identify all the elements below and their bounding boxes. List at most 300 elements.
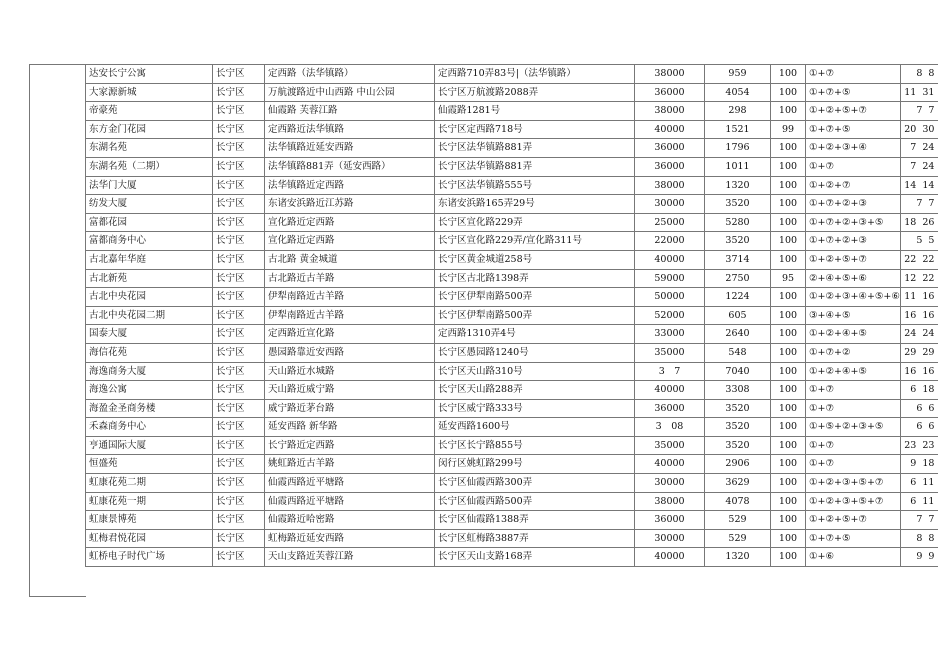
price-cell[interactable]: 35000 — [635, 436, 705, 455]
code-cell[interactable]: ①+⑦+②+③ — [806, 232, 901, 251]
price-cell[interactable]: 59000 — [635, 269, 705, 288]
percent-cell[interactable]: 100 — [771, 157, 806, 176]
property-name-cell[interactable]: 古北嘉年华庭 — [86, 250, 213, 269]
code-cell[interactable]: ①+⑦ — [806, 436, 901, 455]
price-cell[interactable]: 33000 — [635, 325, 705, 344]
percent-cell[interactable]: 95 — [771, 269, 806, 288]
price-cell[interactable]: 35000 — [635, 343, 705, 362]
area-cell[interactable]: 1224 — [705, 288, 771, 307]
code-cell[interactable]: ①+⑦ — [806, 381, 901, 400]
floors-cell[interactable] — [900, 213, 938, 232]
price-cell[interactable]: 50000 — [635, 288, 705, 307]
property-name-cell[interactable]: 富都商务中心 — [86, 232, 213, 251]
table-row — [86, 83, 939, 102]
table-row — [86, 362, 939, 381]
property-name-cell[interactable]: 东湖名苑（二期） — [86, 157, 213, 176]
price-cell[interactable]: 40000 — [635, 381, 705, 400]
address-cell[interactable]: 长宁区法华镇路881弄 — [435, 157, 635, 176]
code-cell[interactable]: ①+②+④+⑤ — [806, 362, 901, 381]
district-cell[interactable]: 长宁区 — [213, 343, 265, 362]
table-row — [86, 455, 939, 474]
property-name-cell[interactable]: 虹桥电子时代广场 — [86, 548, 213, 567]
location-cell[interactable]: 仙霞路近哈密路 — [265, 511, 435, 530]
percent-cell[interactable]: 100 — [771, 492, 806, 511]
floor-value-a: 6 — [916, 421, 923, 433]
area-cell[interactable]: 3520 — [705, 399, 771, 418]
property-name-cell[interactable]: 帝豪苑 — [86, 102, 213, 121]
district-cell[interactable]: 长宁区 — [213, 511, 265, 530]
floor-value-a: 7 — [910, 160, 917, 172]
address-cell[interactable]: 长宁区定西路718号 — [435, 120, 635, 139]
location-cell[interactable]: 法华镇路近定西路 — [265, 176, 435, 195]
district-cell[interactable]: 长宁区 — [213, 418, 265, 437]
address-cell[interactable]: 长宁区愚园路1240号 — [435, 343, 635, 362]
area-cell[interactable]: 3520 — [705, 418, 771, 437]
floor-value-a: 8 — [916, 68, 923, 79]
property-name-cell[interactable]: 法华门大厦 — [86, 176, 213, 195]
price-cell[interactable]: 40000 — [635, 455, 705, 474]
address-cell[interactable]: 长宁区天山路288弄 — [435, 381, 635, 400]
floors-cell[interactable] — [900, 455, 938, 474]
table-row — [86, 139, 939, 158]
floor-value-a: 18 — [904, 216, 917, 228]
location-cell[interactable]: 定西路（法华镇路） — [265, 65, 435, 84]
percent-cell[interactable]: 100 — [771, 529, 806, 548]
location-cell[interactable]: 宣化路近定西路 — [265, 213, 435, 232]
property-name-cell[interactable]: 国泰大厦 — [86, 325, 213, 344]
location-cell[interactable]: 定西路近法华镇路 — [265, 120, 435, 139]
address-cell[interactable]: 长宁区仙霞西路500弄 — [435, 492, 635, 511]
district-cell[interactable]: 长宁区 — [213, 139, 265, 158]
table-row — [86, 288, 939, 307]
price-cell[interactable]: 3 7 — [635, 362, 705, 381]
table-row — [86, 176, 939, 195]
district-cell[interactable]: 长宁区 — [213, 492, 265, 511]
floor-value-a: 6 — [916, 402, 923, 414]
district-cell[interactable]: 长宁区 — [213, 474, 265, 493]
location-cell[interactable]: 古北路 黄金城道 — [265, 250, 435, 269]
floors-cell[interactable] — [900, 418, 938, 437]
area-cell[interactable]: 3714 — [705, 250, 771, 269]
location-cell[interactable]: 法华镇路近延安西路 — [265, 139, 435, 158]
floor-value-b: 5 — [928, 235, 935, 247]
floors-cell[interactable] — [900, 232, 938, 251]
code-cell[interactable]: ①+⑦+⑤ — [806, 83, 901, 102]
area-cell[interactable]: 3629 — [705, 474, 771, 493]
district-cell[interactable]: 长宁区 — [213, 399, 265, 418]
district-cell[interactable]: 长宁区 — [213, 83, 265, 102]
code-cell[interactable]: ①+⑥ — [806, 548, 901, 567]
property-name-cell[interactable]: 东湖名苑 — [86, 139, 213, 158]
code-cell[interactable]: ①+②+③+⑤+⑦ — [806, 492, 901, 511]
location-cell[interactable]: 天山支路近芙蓉江路 — [265, 548, 435, 567]
floors-cell[interactable] — [900, 381, 938, 400]
percent-cell[interactable]: 100 — [771, 102, 806, 121]
price-cell[interactable]: 38000 — [635, 492, 705, 511]
property-name-cell[interactable]: 恒盛苑 — [86, 455, 213, 474]
location-cell[interactable]: 古北路近古羊路 — [265, 269, 435, 288]
area-cell[interactable]: 1320 — [705, 548, 771, 567]
property-table — [85, 64, 938, 567]
percent-cell[interactable]: 99 — [771, 120, 806, 139]
table-row — [86, 529, 939, 548]
property-name-cell[interactable]: 虹康景博苑 — [86, 511, 213, 530]
location-cell[interactable]: 威宁路近茅台路 — [265, 399, 435, 418]
property-name-cell[interactable]: 虹梅君悦花园 — [86, 529, 213, 548]
location-cell[interactable]: 长宁路近定西路 — [265, 436, 435, 455]
floors-cell[interactable] — [900, 65, 938, 84]
floors-cell[interactable] — [900, 288, 938, 307]
property-name-cell[interactable]: 纺发大厦 — [86, 195, 213, 214]
percent-cell[interactable]: 100 — [771, 195, 806, 214]
percent-cell[interactable]: 100 — [771, 232, 806, 251]
floors-cell[interactable] — [900, 120, 938, 139]
location-cell[interactable]: 伊犁南路近古羊路 — [265, 306, 435, 325]
floors-cell[interactable] — [900, 511, 938, 530]
location-cell[interactable]: 宣化路近定西路 — [265, 232, 435, 251]
floors-cell[interactable] — [900, 306, 938, 325]
floor-value-b: 22 — [922, 272, 935, 284]
floor-value-b: 14 — [922, 179, 935, 191]
price-cell[interactable]: 40000 — [635, 250, 705, 269]
property-name-cell[interactable]: 海盈金圣商务楼 — [86, 399, 213, 418]
area-cell[interactable]: 4054 — [705, 83, 771, 102]
percent-cell[interactable]: 100 — [771, 381, 806, 400]
area-cell[interactable]: 548 — [705, 343, 771, 362]
area-cell[interactable]: 2750 — [705, 269, 771, 288]
address-cell[interactable]: 长宁区宣化路229弄/宣化路311号 — [435, 232, 635, 251]
floors-cell[interactable] — [900, 343, 938, 362]
location-cell[interactable]: 万航渡路近中山西路 中山公园 — [265, 83, 435, 102]
price-cell[interactable]: 52000 — [635, 306, 705, 325]
floors-cell[interactable] — [900, 325, 938, 344]
table-row — [86, 492, 939, 511]
district-cell[interactable]: 长宁区 — [213, 362, 265, 381]
address-cell[interactable]: 仙霞路1281号 — [435, 102, 635, 121]
percent-cell[interactable]: 100 — [771, 399, 806, 418]
floor-value-b: 24 — [922, 142, 935, 154]
address-cell[interactable]: 长宁区仙霞西路300弄 — [435, 474, 635, 493]
property-name-cell[interactable]: 古北中央花园二期 — [86, 306, 213, 325]
table-row — [86, 65, 939, 84]
code-cell[interactable]: ①+⑦+⑤ — [806, 120, 901, 139]
floor-value-a: 9 — [910, 458, 917, 470]
floors-cell[interactable] — [900, 139, 938, 158]
location-cell[interactable]: 姚虹路近古羊路 — [265, 455, 435, 474]
floor-value-b: 16 — [922, 291, 935, 303]
address-cell[interactable]: 定西路710弄83号|（法华镇路） — [435, 65, 635, 84]
table-row — [86, 306, 939, 325]
code-cell[interactable]: ②+④+⑤+⑥ — [806, 269, 901, 288]
address-cell[interactable]: 长宁区万航渡路2088弄 — [435, 83, 635, 102]
address-cell[interactable]: 定西路1310弄4号 — [435, 325, 635, 344]
floor-value-b: 11 — [922, 477, 935, 489]
floor-value-b: 29 — [922, 346, 935, 358]
address-cell[interactable]: 闵行区姚虹路299号 — [435, 455, 635, 474]
district-cell[interactable]: 长宁区 — [213, 157, 265, 176]
district-cell[interactable]: 长宁区 — [213, 102, 265, 121]
location-cell[interactable]: 东诸安浜路近江苏路 — [265, 195, 435, 214]
district-cell[interactable]: 长宁区 — [213, 120, 265, 139]
percent-cell[interactable]: 100 — [771, 343, 806, 362]
district-cell[interactable]: 长宁区 — [213, 436, 265, 455]
location-cell[interactable]: 延安西路 新华路 — [265, 418, 435, 437]
address-cell[interactable]: 长宁区天山支路168弄 — [435, 548, 635, 567]
floor-value-b: 16 — [922, 365, 935, 377]
floors-cell[interactable] — [900, 399, 938, 418]
floor-value-a: 5 — [916, 235, 923, 247]
table-row — [86, 381, 939, 400]
floor-value-a: 6 — [910, 477, 917, 489]
property-name-cell[interactable]: 东方金门花园 — [86, 120, 213, 139]
price-cell[interactable]: 22000 — [635, 232, 705, 251]
area-cell[interactable]: 3308 — [705, 381, 771, 400]
price-cell[interactable]: 30000 — [635, 195, 705, 214]
address-cell[interactable]: 长宁区古北路1398弄 — [435, 269, 635, 288]
percent-cell[interactable]: 100 — [771, 306, 806, 325]
percent-cell[interactable]: 100 — [771, 455, 806, 474]
floors-cell[interactable] — [900, 492, 938, 511]
floor-value-a: 24 — [904, 328, 917, 340]
code-cell[interactable]: ①+②+③+④ — [806, 139, 901, 158]
code-cell[interactable]: ①+②+⑦ — [806, 176, 901, 195]
percent-cell[interactable]: 100 — [771, 176, 806, 195]
price-cell[interactable]: 36000 — [635, 399, 705, 418]
district-cell[interactable]: 长宁区 — [213, 548, 265, 567]
area-cell[interactable]: 3520 — [705, 436, 771, 455]
price-cell[interactable]: 38000 — [635, 65, 705, 84]
code-cell[interactable]: ③+④+⑤ — [806, 306, 901, 325]
location-cell[interactable]: 天山路近水城路 — [265, 362, 435, 381]
floor-value-b: 8 — [928, 68, 935, 79]
district-cell[interactable]: 长宁区 — [213, 381, 265, 400]
property-name-cell[interactable]: 达安长宁公寓 — [86, 65, 213, 84]
address-cell[interactable]: 延安西路1600号 — [435, 418, 635, 437]
property-name-cell[interactable]: 虹康花苑二期 — [86, 474, 213, 493]
code-cell[interactable]: ①+②+③+⑤+⑦ — [806, 474, 901, 493]
code-cell[interactable]: ①+②+⑤+⑦ — [806, 250, 901, 269]
area-cell[interactable]: 2906 — [705, 455, 771, 474]
price-cell[interactable]: 36000 — [635, 511, 705, 530]
floor-value-b: 6 — [928, 402, 935, 414]
property-name-cell[interactable]: 禾森商务中心 — [86, 418, 213, 437]
property-name-cell[interactable]: 古北新苑 — [86, 269, 213, 288]
district-cell[interactable]: 长宁区 — [213, 529, 265, 548]
price-cell[interactable]: 38000 — [635, 176, 705, 195]
floors-cell[interactable] — [900, 157, 938, 176]
address-cell[interactable]: 长宁区法华镇路555号 — [435, 176, 635, 195]
floor-value-a: 7 — [916, 198, 923, 210]
area-cell[interactable]: 529 — [705, 529, 771, 548]
area-cell[interactable]: 605 — [705, 306, 771, 325]
address-cell[interactable]: 长宁区天山路310号 — [435, 362, 635, 381]
district-cell[interactable]: 长宁区 — [213, 455, 265, 474]
table-row — [86, 343, 939, 362]
floors-cell[interactable] — [900, 250, 938, 269]
floor-value-b: 7 — [928, 198, 935, 210]
area-cell[interactable]: 7040 — [705, 362, 771, 381]
floors-cell[interactable] — [900, 548, 938, 567]
property-name-cell[interactable]: 古北中央花园 — [86, 288, 213, 307]
percent-cell[interactable]: 100 — [771, 83, 806, 102]
floor-value-b: 24 — [922, 328, 935, 340]
district-cell[interactable]: 长宁区 — [213, 213, 265, 232]
property-name-cell[interactable]: 富都花园 — [86, 213, 213, 232]
percent-cell[interactable]: 100 — [771, 474, 806, 493]
floor-value-b: 18 — [922, 384, 935, 396]
table-row — [86, 195, 939, 214]
address-cell[interactable]: 长宁区长宁路855号 — [435, 436, 635, 455]
floor-value-a: 29 — [904, 346, 917, 358]
floors-cell[interactable] — [900, 83, 938, 102]
floor-value-a: 7 — [916, 105, 923, 117]
table-row — [86, 474, 939, 493]
code-cell[interactable]: ①+⑦+② — [806, 343, 901, 362]
floors-cell[interactable] — [900, 176, 938, 195]
floor-value-a: 7 — [910, 142, 917, 154]
price-cell[interactable]: 3 08 — [635, 418, 705, 437]
district-cell[interactable]: 长宁区 — [213, 250, 265, 269]
district-cell[interactable]: 长宁区 — [213, 195, 265, 214]
area-cell[interactable]: 4078 — [705, 492, 771, 511]
location-cell[interactable]: 仙霞西路近平塘路 — [265, 492, 435, 511]
property-name-cell[interactable]: 海信花苑 — [86, 343, 213, 362]
area-cell[interactable]: 2640 — [705, 325, 771, 344]
floor-value-a: 7 — [916, 514, 923, 526]
percent-cell[interactable]: 100 — [771, 362, 806, 381]
location-cell[interactable]: 愚园路靠近安西路 — [265, 343, 435, 362]
district-cell[interactable]: 长宁区 — [213, 269, 265, 288]
code-cell[interactable]: ①+②+④+⑤ — [806, 325, 901, 344]
table-row — [86, 325, 939, 344]
area-cell[interactable]: 3520 — [705, 232, 771, 251]
property-name-cell[interactable]: 亨通国际大厦 — [86, 436, 213, 455]
district-cell[interactable]: 长宁区 — [213, 65, 265, 84]
district-cell[interactable]: 长宁区 — [213, 306, 265, 325]
property-name-cell[interactable]: 大家源新城 — [86, 83, 213, 102]
area-cell[interactable]: 1320 — [705, 176, 771, 195]
code-cell[interactable]: ①+⑦+②+③+⑤ — [806, 213, 901, 232]
floors-cell[interactable] — [900, 195, 938, 214]
floor-value-a: 11 — [904, 291, 917, 303]
floor-value-b: 22 — [922, 253, 935, 265]
price-cell[interactable]: 40000 — [635, 120, 705, 139]
floor-value-a: 8 — [916, 532, 923, 544]
floor-value-a: 6 — [910, 384, 917, 396]
location-cell[interactable]: 虹梅路近延安西路 — [265, 529, 435, 548]
address-cell[interactable]: 长宁区宣化路229弄 — [435, 213, 635, 232]
address-cell[interactable]: 长宁区仙霞路1388弄 — [435, 511, 635, 530]
area-cell[interactable]: 1521 — [705, 120, 771, 139]
floor-value-a: 12 — [904, 272, 917, 284]
price-cell[interactable]: 40000 — [635, 548, 705, 567]
price-cell[interactable]: 38000 — [635, 102, 705, 121]
area-cell[interactable]: 298 — [705, 102, 771, 121]
floors-cell[interactable] — [900, 102, 938, 121]
floor-value-a: 14 — [904, 179, 917, 191]
district-cell[interactable]: 长宁区 — [213, 288, 265, 307]
price-cell[interactable]: 36000 — [635, 157, 705, 176]
code-cell[interactable]: ①+⑦ — [806, 157, 901, 176]
price-cell[interactable]: 36000 — [635, 83, 705, 102]
property-name-cell[interactable]: 虹康花苑一期 — [86, 492, 213, 511]
location-cell[interactable]: 天山路近威宁路 — [265, 381, 435, 400]
floors-cell[interactable] — [900, 436, 938, 455]
percent-cell[interactable]: 100 — [771, 139, 806, 158]
address-cell[interactable]: 长宁区黄金城道258号 — [435, 250, 635, 269]
floor-value-b: 18 — [922, 458, 935, 470]
code-cell[interactable]: ①+⑦ — [806, 65, 901, 84]
percent-cell[interactable]: 100 — [771, 418, 806, 437]
code-cell[interactable]: ①+②+③+④+⑤+⑥ — [806, 288, 901, 307]
floor-value-a: 6 — [910, 495, 917, 507]
floor-value-a: 16 — [904, 309, 917, 321]
price-cell[interactable]: 30000 — [635, 529, 705, 548]
price-cell[interactable]: 25000 — [635, 213, 705, 232]
code-cell[interactable]: ①+⑦+②+③ — [806, 195, 901, 214]
table-row — [86, 120, 939, 139]
floor-value-b: 30 — [922, 123, 935, 135]
code-cell[interactable]: ①+⑦ — [806, 399, 901, 418]
floors-cell[interactable] — [900, 474, 938, 493]
location-cell[interactable]: 伊犁南路近古羊路 — [265, 288, 435, 307]
floors-cell[interactable] — [900, 529, 938, 548]
percent-cell[interactable]: 100 — [771, 213, 806, 232]
percent-cell[interactable]: 100 — [771, 548, 806, 567]
address-cell[interactable]: 长宁区威宁路333号 — [435, 399, 635, 418]
address-cell[interactable]: 东诸安浜路165弄29号 — [435, 195, 635, 214]
location-cell[interactable]: 仙霞路 芙蓉江路 — [265, 102, 435, 121]
address-cell[interactable]: 长宁区伊犁南路500弄 — [435, 288, 635, 307]
code-cell[interactable]: ①+⑦ — [806, 455, 901, 474]
address-cell[interactable]: 长宁区虹梅路3887弄 — [435, 529, 635, 548]
code-cell[interactable]: ①+⑤+②+③+⑤ — [806, 418, 901, 437]
district-cell[interactable]: 长宁区 — [213, 176, 265, 195]
area-cell[interactable]: 959 — [705, 65, 771, 84]
price-cell[interactable]: 36000 — [635, 139, 705, 158]
location-cell[interactable]: 法华镇路881弄（延安西路） — [265, 157, 435, 176]
percent-cell[interactable]: 100 — [771, 250, 806, 269]
area-cell[interactable]: 529 — [705, 511, 771, 530]
district-cell[interactable]: 长宁区 — [213, 232, 265, 251]
area-cell[interactable]: 3520 — [705, 195, 771, 214]
property-name-cell[interactable]: 海逸商务大厦 — [86, 362, 213, 381]
location-cell[interactable]: 仙霞西路近平塘路 — [265, 474, 435, 493]
floor-value-b: 7 — [928, 105, 935, 117]
location-cell[interactable]: 定西路近宣化路 — [265, 325, 435, 344]
percent-cell[interactable]: 100 — [771, 325, 806, 344]
percent-cell[interactable]: 100 — [771, 436, 806, 455]
floor-value-a: 9 — [916, 551, 923, 563]
percent-cell[interactable]: 100 — [771, 511, 806, 530]
address-cell[interactable]: 长宁区伊犁南路500弄 — [435, 306, 635, 325]
floor-value-b: 24 — [922, 160, 935, 172]
address-cell[interactable]: 长宁区法华镇路881弄 — [435, 139, 635, 158]
percent-cell[interactable]: 100 — [771, 288, 806, 307]
code-cell[interactable]: ①+②+⑤+⑦ — [806, 511, 901, 530]
price-cell[interactable]: 30000 — [635, 474, 705, 493]
district-cell[interactable]: 长宁区 — [213, 325, 265, 344]
area-cell[interactable]: 5280 — [705, 213, 771, 232]
percent-cell[interactable]: 100 — [771, 65, 806, 84]
area-cell[interactable]: 1011 — [705, 157, 771, 176]
property-name-cell[interactable]: 海逸公寓 — [86, 381, 213, 400]
code-cell[interactable]: ①+⑦+⑤ — [806, 529, 901, 548]
code-cell[interactable]: ①+②+⑤+⑦ — [806, 102, 901, 121]
area-cell[interactable]: 1796 — [705, 139, 771, 158]
floors-cell[interactable] — [900, 362, 938, 381]
floors-cell[interactable] — [900, 269, 938, 288]
